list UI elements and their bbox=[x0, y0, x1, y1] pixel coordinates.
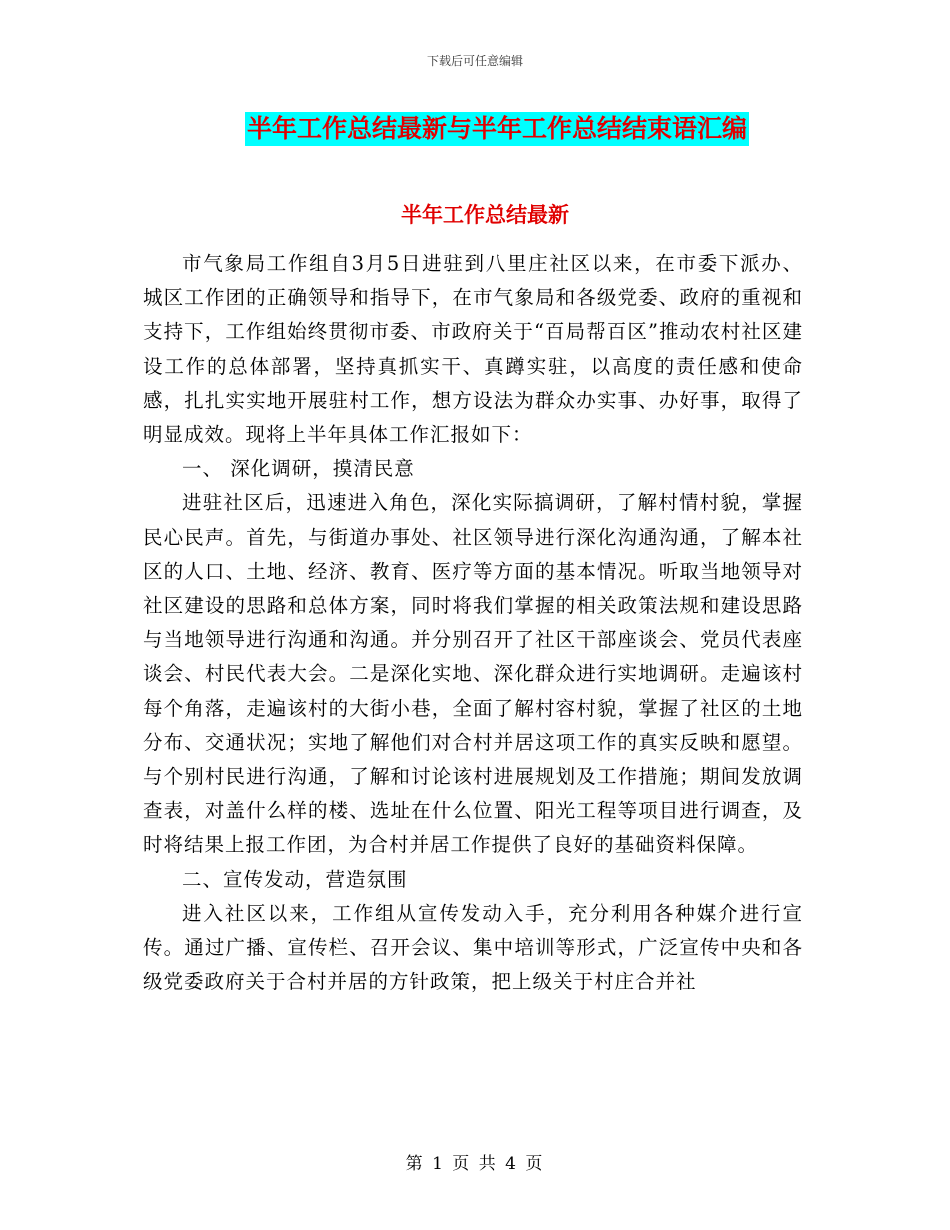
page-number: 第 1 页 共 4 页 bbox=[405, 1154, 545, 1174]
page-header-note: 下载后可任意编辑 bbox=[426, 54, 523, 68]
heading-publicity: 二、宣传发动，营造氛围 bbox=[182, 867, 408, 891]
paragraph-research: 进驻社区后，迅速进入角色，深化实际搞调研，了解村情村貌，掌握民心民声。首先，与街道办事处、社区领导进行深化沟通沟通，了解本社区的人口、土地、经济、教育、医疗等方面的基本情况。听取当地领导对社区建设的思路和总体方案，同时将我们掌握的相关政策法规和建设思路与当地领导进行沟通和沟通。并分别召开了社区干部座谈会、党员代表座谈会、村民代表大会。二是深化实地、深化群众进行实地调研。走遍该村每个角落，走遍该村的大街小巷，全面了解村容村貌，掌握了社区的土地分布、交通状况；实地了解他们对合村并居这项工作的真实反映和愿望。与个别村民进行沟通，了解和讨论该村进展规划及工作措施；期间发放调查表，对盖什么样的楼、选址在什么位置、阳光工程等项目进行调查，及时将结果上报工作团，为合村并居工作提供了良好的基础资料保障。 bbox=[143, 491, 803, 857]
document-body bbox=[143, 247, 803, 999]
main-title: 半年工作总结最新与半年工作总结结束语汇编 bbox=[245, 112, 749, 146]
main-title-container bbox=[0, 112, 950, 146]
paragraph-publicity: 进入社区以来，工作组从宣传发动入手，充分利用各种媒介进行宣传。通过广播、宣传栏、召开会议、集中培训等形式，广泛宣传中央和各级党委政府关于合村并居的方针政策，把上级关于村庄合并社 bbox=[143, 901, 803, 994]
section-title: 半年工作总结最新 bbox=[401, 203, 569, 227]
heading-research: 一、 深化调研，摸清民意 bbox=[182, 457, 415, 481]
paragraph-intro: 市气象局工作组自3月5日进驻到八里庄社区以来，在市委下派办、城区工作团的正确领导和指导下，在市气象局和各级党委、政府的重视和支持下，工作组始终贯彻市委、市政府关于“百局帮百区”推动农村社区建设工作的总体部署，坚持真抓实干、真蹲实驻，以高度的责任感和使命感，扎扎实实地开展驻村工作，想方设法为群众办实事、办好事，取得了明显成效。现将上半年具体工作汇报如下： bbox=[143, 252, 803, 447]
